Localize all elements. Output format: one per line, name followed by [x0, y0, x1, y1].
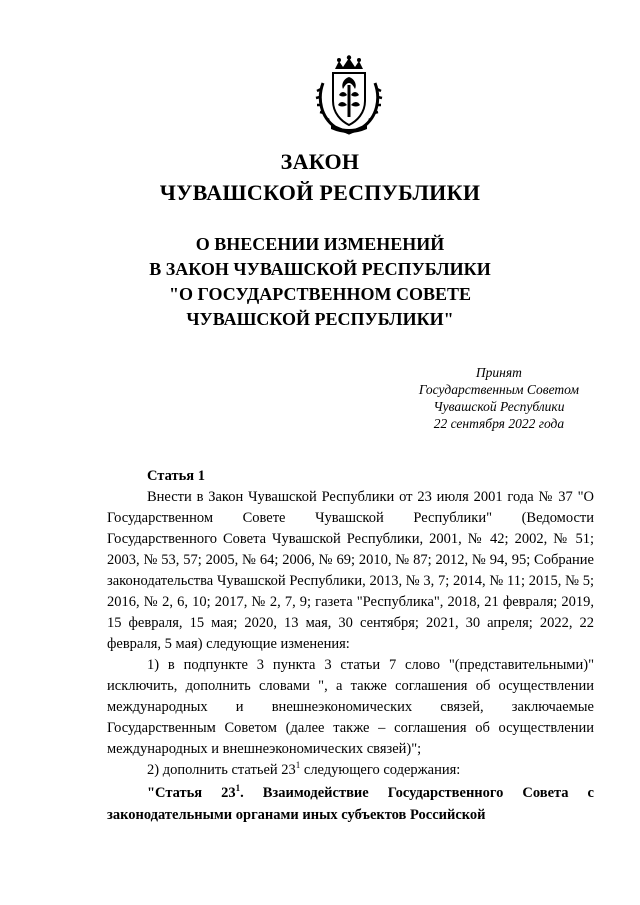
item2-superscript: 1	[295, 760, 301, 771]
law-subtitle-line: ЧУВАШСКОЙ РЕСПУБЛИКИ"	[186, 309, 454, 329]
law-title-block	[0, 146, 640, 208]
article-body	[107, 466, 594, 826]
coat-of-arms-emblem	[313, 55, 385, 135]
amendment-item-1: 1) в подпункте 3 пункта 3 статьи 7 слово "(представительными)" исключить, дополнить словами ", а также соглашения об осуществлении международных и внешнеэкономических связей, заключаемые Государственным Советом (далее также – соглашения об осуществлении международных и внешнеэкономических связей)";	[107, 657, 594, 757]
adoption-line: Государственным Советом	[418, 382, 579, 397]
law-subtitle-block	[0, 232, 640, 332]
law-title-republic: ЧУВАШСКОЙ РЕСПУБЛИКИ	[159, 180, 481, 205]
article-heading: Статья 1	[147, 468, 205, 484]
adoption-line: Чувашской Республики	[433, 399, 565, 414]
new-article-superscript: 1	[235, 783, 241, 794]
new-article-title: . Взаимодействие Государственного Совета с законодательными органами иных субъектов Российской	[107, 785, 594, 823]
article-intro-paragraph: Внести в Закон Чувашской Республики от 23 июля 2001 года № 37 "О Государственном Совете Чувашской Республики" (Ведомости Государственного Совета Чувашской Республики, 2001, № 42; 2002, № 51; 2003, № 53, 57; 2005, № 64; 2006, № 69; 2010, № 87; 2012, № 94, 95; Собрание законодательства Чувашской Республики, 2013, № 3, 7; 2014, № 11; 2015, № 5; 2016, № 2, 6, 10; 2017, № 2, 7, 9; газета "Республика", 2018, 21 февраля; 2019, 15 февраля, 15 мая; 2020, 13 мая, 30 сентября; 2021, 30 апреля; 2022, 22 февраля, 5 мая) следующие изменения:	[107, 489, 594, 652]
adoption-date: 22 сентября 2022 года	[433, 416, 565, 431]
law-title: ЗАКОН	[280, 149, 360, 174]
law-subtitle-line: В ЗАКОН ЧУВАШСКОЙ РЕСПУБЛИКИ	[149, 259, 491, 279]
adoption-line: Принят	[475, 365, 522, 380]
law-subtitle-line: "О ГОСУДАРСТВЕННОМ СОВЕТЕ	[168, 284, 471, 304]
amendment-item-2	[107, 760, 594, 781]
new-article-label: "Статья 23	[147, 785, 236, 801]
item2-text-end: следующего содержания:	[300, 762, 461, 778]
item2-text: 2) дополнить статьей 23	[147, 762, 296, 778]
new-article-quote	[107, 782, 594, 826]
law-subtitle-line: О ВНЕСЕНИИ ИЗМЕНЕНИЙ	[195, 234, 445, 254]
adoption-note	[419, 364, 579, 432]
